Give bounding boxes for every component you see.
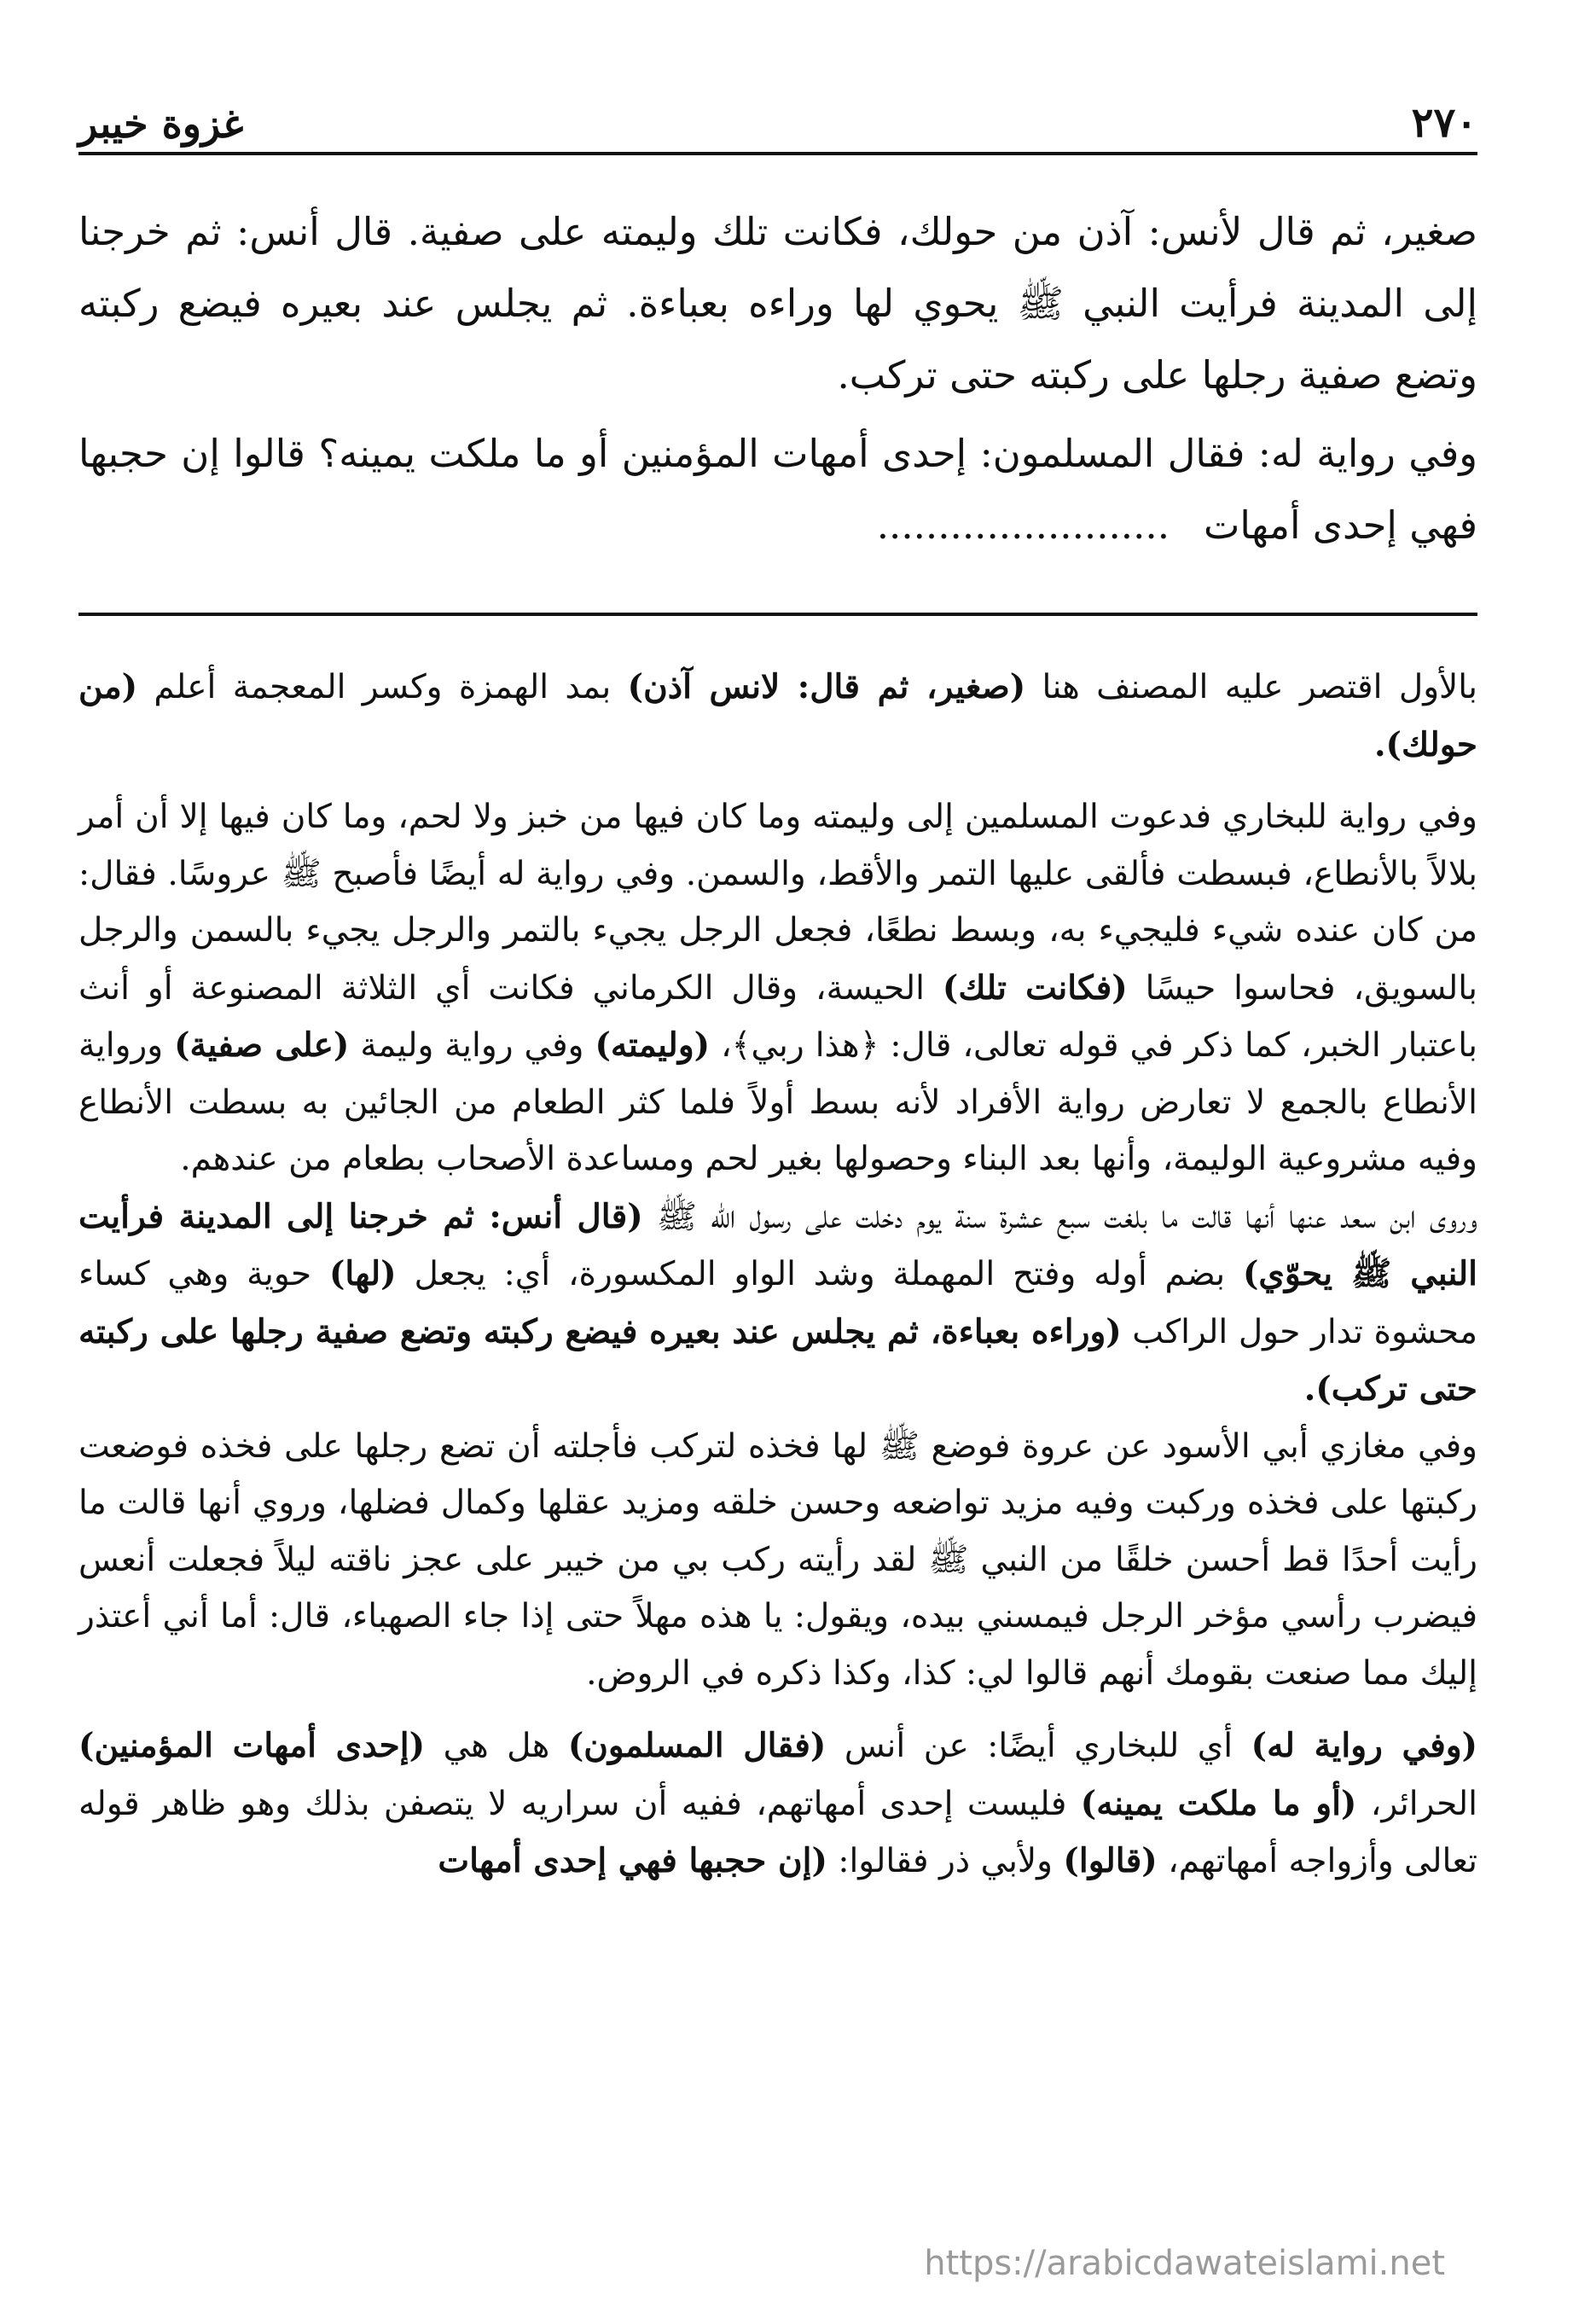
bold-quote-segment: (أو ما ملكت يمينه) — [1080, 1783, 1357, 1823]
main-paragraph: صغير، ثم قال لأنس: آذن من حولك، فكانت تلك وليمته على صفية. قال أنس: ثم خرجنا إلى المدينة فرأيت النبي ﷺ يحوي لها وراءه بعباءة. ثم يجلس عند بعيره فيضع ركبته وتضع صفية رجلها على ركبته حتى تركب. — [78, 209, 1477, 398]
commentary-paragraph — [78, 1419, 1477, 1703]
commentary-segment: حوية وهي كساء محشوة تدار حول الراكب — [78, 1255, 1477, 1351]
commentary-paragraph — [78, 659, 1477, 774]
commentary-segment: ولأبي ذر فقالوا: — [827, 1842, 1064, 1880]
bold-quote-segment: (لها) — [328, 1254, 397, 1293]
bold-quote-segment: (على صفية) — [174, 1025, 350, 1065]
bold-quote-segment: (إن حجبها فهي إحدى أمهات — [438, 1841, 827, 1880]
commentary-segment: وروى ابن سعد عنها أنها قالت ما بلغت سبع عشرة سنة يوم دخلت على رسول الله ﷺ — [642, 1197, 1477, 1236]
commentary-segment: وفي رواية للبخاري فدعوت المسلمين إلى وليمته وما كان فيها من خبز ولا لحم، وما كان فيها إلا أن أمر بلالاً بالأنطاع، فبسطت فألقى عليها التمر والأقط، والسمن. وفي رواية له أيضًا فأصبح ﷺ عروسًا. فقال: من كان عنده شيء فليجيء به، وبسط نطعًا، فجعل الرجل يجيء بالتمر والرجل يجيء بالسمن والرجل بالسويق، فحاسوا حيسًا — [78, 798, 1477, 1008]
page-number: ٢٧٠ — [1411, 99, 1477, 147]
bold-quote-segment: (وفي رواية له) — [1251, 1726, 1477, 1765]
main-paragraph-text: وفي رواية له: فقال المسلمون: إحدى أمهات المؤمنين أو ما ملكت يمينه؟ قالوا إن حجبها فهي إحدى أمهات — [78, 431, 1477, 548]
commentary-paragraph — [78, 1188, 1477, 1419]
bold-quote-segment: (وليمته) — [595, 1025, 711, 1065]
commentary-segment: هل هي — [425, 1727, 568, 1765]
commentary-segment: بمد الهمزة وكسر المعجمة أعلم — [137, 668, 628, 706]
commentary-segment: الحيسة، وقال الكرماني فكانت أي الثلاثة المصنوعة أو أنث باعتبار الخبر، كما ذكر في قوله تعالى، قال: ﴿هذا ربي﴾، — [78, 968, 1477, 1065]
commentary-paragraph — [78, 789, 1477, 1188]
commentary-segment: وفي رواية وليمة — [349, 1026, 595, 1065]
main-paragraph — [78, 418, 1477, 561]
commentary-paragraph — [78, 1717, 1477, 1891]
header-divider — [78, 152, 1477, 155]
page-header — [78, 78, 1477, 147]
commentary-segment: وفي مغازي أبي الأسود عن عروة فوضع ﷺ لها فخذه لتركب فأجلته أن تضع رجلها على فخذه فوضعت ركبتها على فخذه وركبت وفيه مزيد تواضعه وحسن خلقه ومزيد عقلها وكمال فضلها، وروي أنها قالت ما رأيت أحدًا قط أحسن خلقًا من النبي ﷺ لقد رأيته ركب بي من خيبر على عجز ناقته ليلاً فجعلت أنعس فيضرب رأسي مؤخر الرجل فيمسني بيده، ويقول: يا هذه مهلاً حتى إذا جاء الصهباء، قال: أما أني أعتذر إليك مما صنعت بقومك أنهم قالوا لي: كذا، وكذا ذكره في الروض. — [78, 1426, 1477, 1693]
commentary-divider — [78, 613, 1477, 616]
bold-quote-segment: (من حولك). — [78, 667, 1477, 764]
bold-quote-segment: (فقال المسلمون) — [567, 1726, 827, 1765]
main-text — [78, 196, 1477, 561]
running-title: غزوة خيبر — [78, 101, 244, 147]
commentary-segment: أي للبخاري أيضًا: عن أنس — [826, 1727, 1251, 1765]
bold-quote-segment: (فكانت تلك) — [942, 967, 1128, 1008]
commentary-segment: بضم أوله وفتح المهملة وشد الواو المكسورة، أي: يجعل — [396, 1255, 1243, 1293]
bold-quote-segment: (صغير، ثم قال: لانس آذن) — [627, 667, 1026, 706]
watermark-url: https://arabicdawateislami.net — [924, 2244, 1445, 2283]
commentary-segment: الحرائر، — [1356, 1784, 1478, 1823]
commentary-segment: فليست إحدى أمهاتهم، ففيه أن سراريه لا يتصفن بذلك وهو ظاهر قوله تعالى وأزواجه أمهاتهم، — [78, 1784, 1477, 1880]
bold-quote-segment: (قال أنس: ثم خرجنا إلى المدينة فرأيت النبي ﷺ يحوّي) — [78, 1196, 1477, 1293]
continuation-dots: ........................ — [876, 503, 1170, 548]
bold-quote-segment: (وراءه بعباءة، ثم يجلس عند بعيره فيضع ركبته وتضع صفية رجلها على ركبته حتى تركب). — [78, 1311, 1477, 1409]
commentary-segment: بالأول اقتصر عليه المصنف هنا — [1025, 668, 1478, 706]
commentary-text — [78, 659, 1477, 1891]
bold-quote-segment: (إحدى أمهات المؤمنين) — [78, 1726, 426, 1765]
bold-quote-segment: (قالوا) — [1063, 1841, 1158, 1880]
commentary-segment: ورواية الأنطاع بالجمع لا تعارض رواية الأفراد لأنه بسط أولاً فلما كثر الطعام من الجائين به بسطت الأنطاع وفيه مشروعية الوليمة، وأنها بعد البناء وحصولها بغير لحم ومساعدة الأصحاب بطعام من عندهم. — [78, 1026, 1477, 1178]
